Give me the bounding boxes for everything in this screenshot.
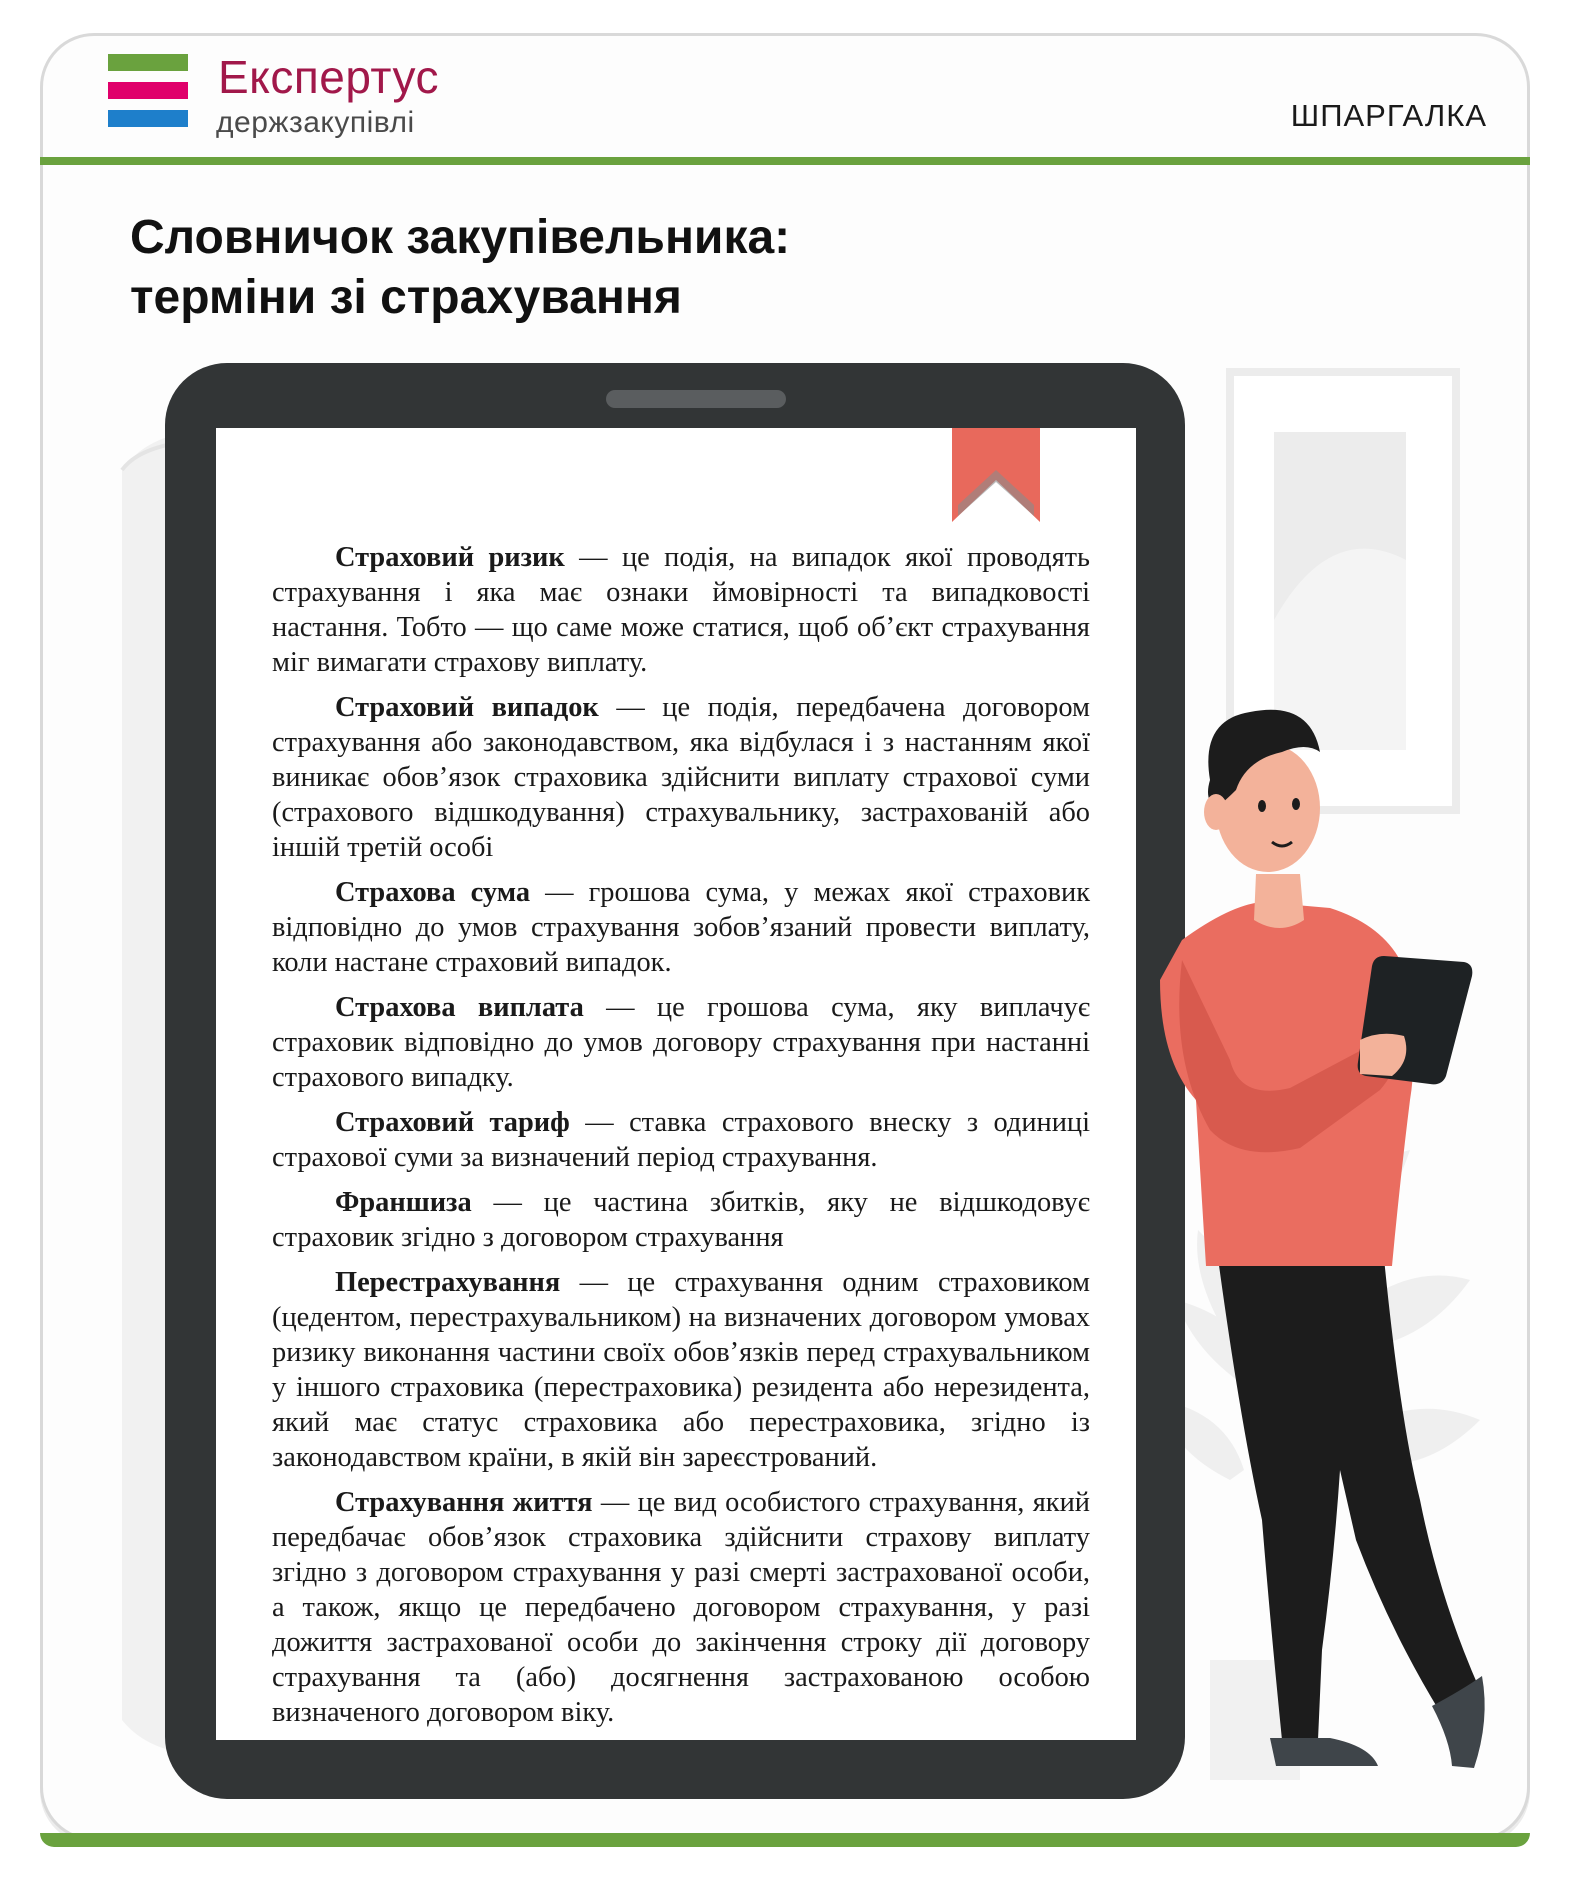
title-line: Словничок закупівельника: [130, 211, 791, 264]
rubric-label: ШПАРГАЛКА [1290, 98, 1487, 133]
glossary-term: Страхова виплата [335, 992, 584, 1023]
title-line: терміни зі страхування [130, 271, 682, 324]
glossary-definition: — це частина збитків, яку не відшкодовує страховик згідно з договором страхування [272, 1187, 1090, 1253]
glossary-definition: — це подія, на випадок якої проводять страхування і яка має ознаки ймовірності та випадковості настання. Тобто — що саме може статися, щоб об’єкт страхування міг вимагати страхову виплату. [272, 542, 1090, 678]
glossary-entry [272, 690, 1090, 865]
glossary-term: Страхування життя [335, 1487, 593, 1518]
glossary-entry [272, 875, 1090, 980]
person-illustration [1160, 710, 1485, 1768]
glossary-entry [272, 1185, 1090, 1255]
glossary-term: Перестрахування [335, 1267, 561, 1298]
glossary-definition: — це вид особистого страхування, який передбачає обов’язок страховика здійснити страхову виплату згідно з договором страхування у разі смерті застрахованої особи, а також, якщо це передбачено договором страхування, у разі дожиття застрахованої особи до закінчення строку дії договору страхування та (або) досягнення застрахованою особою визначеного договором віку. [272, 1487, 1090, 1728]
glossary-term: Страховий тариф [335, 1107, 570, 1138]
glossary [272, 540, 1090, 1740]
glossary-term: Страхова сума [335, 877, 531, 908]
glossary-entry [272, 540, 1090, 680]
glossary-term: Франшиза [335, 1187, 472, 1218]
glossary-entry [272, 1265, 1090, 1475]
glossary-definition: — це страхування одним страховиком (цедентом, перестрахувальником) на визначених договором умовах ризику виконання частини своїх обов’язків перед страхувальником у іншого страховика (перестраховика) резидента або нерезидента, який має статус страховика або перестраховика, згідно із законодавством країни, в якій він зареєстрований. [272, 1267, 1090, 1473]
glossary-definition: — ставка страхового внеску з одиниці страхової суми за визначений період страхування. [272, 1107, 1090, 1173]
glossary-definition: — це подія, передбачена договором страхування або законодавством, яка відбулася і з настанням якої виникає обов’язок страховика здійснити виплату страхової суми (страхового відшкодування) страхувальнику, застрахованій або іншій третій особі [272, 692, 1090, 863]
glossary-entry [272, 1485, 1090, 1730]
glossary-definition: — це грошова сума, яку виплачує страховик відповідно до умов договору страхування при настанні страхового випадку. [272, 992, 1090, 1093]
glossary-entry [272, 990, 1090, 1095]
glossary-definition: — грошова сума, у межах якої страховик відповідно до умов страхування зобов’язаний провести виплату, коли настане страховий випадок. [272, 877, 1090, 978]
glossary-term: Страховий ризик [335, 542, 565, 573]
brand-subtitle: держзакупівлі [216, 106, 415, 139]
glossary-term: Страховий випадок [335, 692, 599, 723]
glossary-entry [272, 1105, 1090, 1175]
brand-name: Експертус [218, 51, 439, 103]
